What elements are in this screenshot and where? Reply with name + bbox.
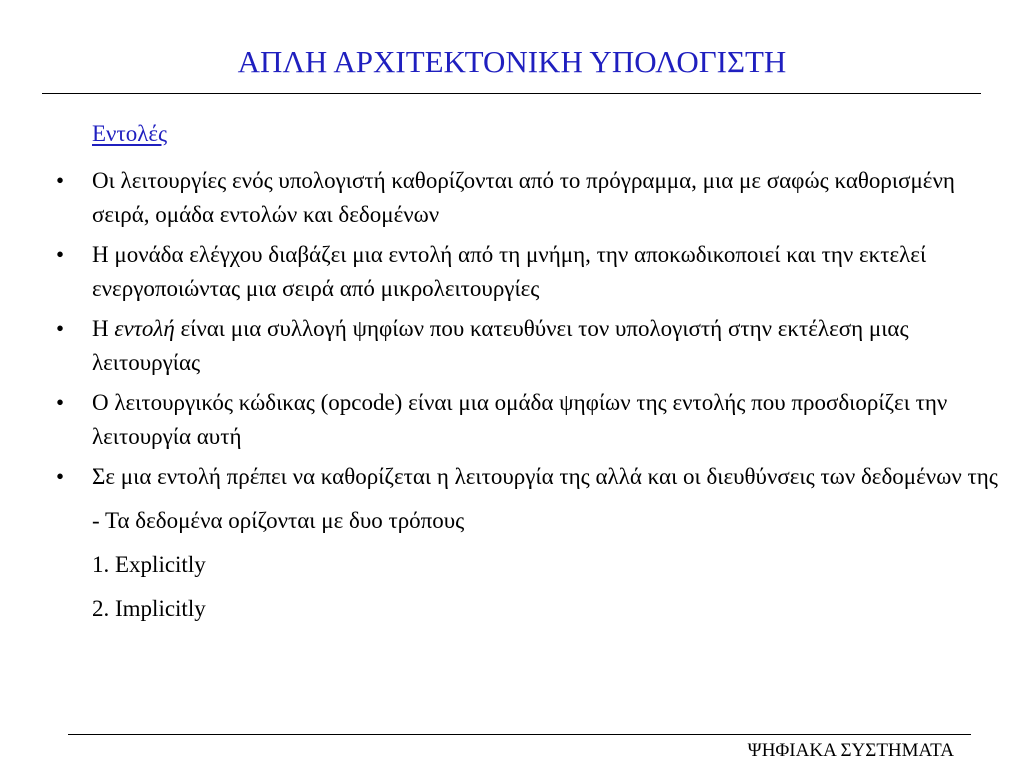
bullet-icon: • [56,390,65,415]
bullet-text: Η μονάδα ελέγχου διαβάζει μια εντολή από τη μνήμη, την αποκωδικοποιεί και την εκτελεί ενεργοποιώντας μια σειρά από μικρολειτουργίες [92,242,927,301]
bullet-icon: • [56,316,65,341]
bullet-item [50,460,1000,494]
bullet-item [50,312,1000,380]
slide-title: ΑΠΛΗ ΑΡΧΙΤΕΚΤΟΝΙΚΗ ΥΠΟΛΟΓΙΣΤΗ [237,44,787,79]
bullet-text-suffix: είναι μια συλλογή ψηφίων που κατευθύνει τον υπολογιστή στην εκτέλεση μιας λειτουργίας [92,316,909,375]
bullet-item [50,238,1000,306]
numbered-item: 2. Implicitly [92,596,206,621]
bullet-item [50,164,1000,232]
numbered-item: 1. Explicitly [92,552,206,577]
bullet-icon: • [56,168,65,193]
bullet-text: Οι λειτουργίες ενός υπολογιστή καθορίζονται από το πρόγραμμα, μια με σαφώς καθορισμένη σειρά, ομάδα εντολών και δεδομένων [92,168,955,227]
bullet-text: Ο λειτουργικός κώδικας (opcode) είναι μια ομάδα ψηφίων της εντολής που προσδιορίζει την λειτουργία αυτή [92,390,948,449]
sub-point: - Τα δεδομένα ορίζονται με δυο τρόπους [92,508,465,533]
bullet-icon: • [56,464,65,489]
bullet-text-prefix: Η [92,316,115,341]
footer-text: ΨΗΦΙΑΚΑ ΣΥΣΤΗΜΑΤΑ [747,740,954,761]
section-heading: Εντολές [92,121,168,146]
bullet-item [50,386,1000,454]
bullet-icon: • [56,242,65,267]
slide-body [50,164,1000,631]
title-divider [42,93,981,94]
bullet-text: Σε μια εντολή πρέπει να καθορίζεται η λειτουργία της αλλά και οι διευθύνσεις των δεδομένων της [92,464,998,489]
bullet-emphasis: εντολή [114,316,175,341]
footer-divider [68,734,971,735]
